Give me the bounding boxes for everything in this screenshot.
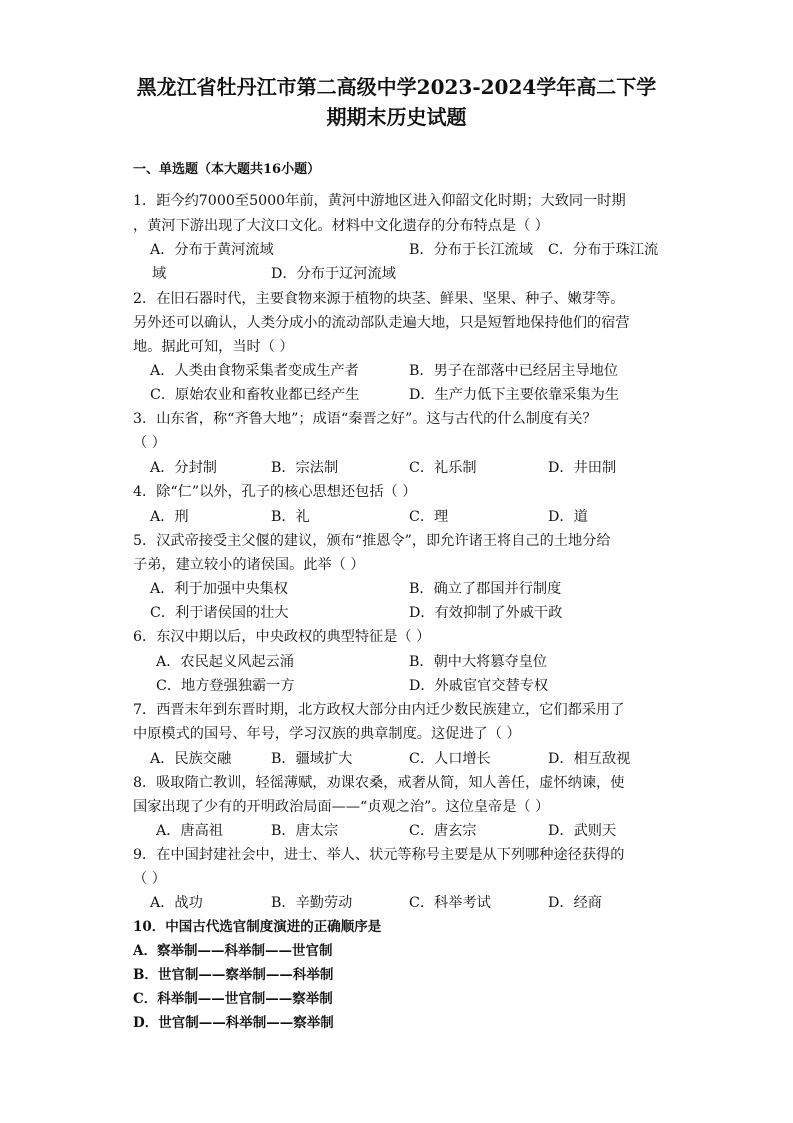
section-heading: 一、单选题（本大题共16小题） <box>133 162 321 177</box>
question-8-option-d: D．武则天 <box>548 823 617 839</box>
question-9-stem-line2: （ ） <box>133 871 166 887</box>
question-4-stem-line1: 4．除“仁”以外，孔子的核心思想还包括（ ） <box>133 484 417 500</box>
question-1-option-c-continued: 域 <box>152 266 167 282</box>
question-1-option-b: B．分布于长江流域 <box>409 242 533 258</box>
question-5-option-d: D．有效抑制了外戚干政 <box>409 605 563 621</box>
question-4-option-c: C．理 <box>409 509 449 525</box>
question-4-option-d: D．道 <box>548 509 588 525</box>
question-2-option-c: C．原始农业和畜牧业都已经产生 <box>150 387 360 403</box>
question-2-stem-line3: 地。据此可知，当时（ ） <box>133 339 294 355</box>
question-3-option-b: B．宗法制 <box>271 460 339 476</box>
exam-title-line1: 黑龙江省牡丹江市第二高级中学2023-2024学年高二下学 <box>136 75 657 99</box>
question-3-option-c: C．礼乐制 <box>409 460 477 476</box>
question-5-option-b: B．确立了郡国并行制度 <box>409 581 562 597</box>
question-3-option-a: A．分封制 <box>150 460 217 476</box>
question-1-stem-line2: ，黄河下游出现了大汶口文化。材料中文化遗存的分布特点是（ ） <box>133 218 549 234</box>
question-9-stem-line1: 9．在中国封建社会中，进士、举人、状元等称号主要是从下列哪种途径获得的 <box>133 847 625 863</box>
question-1-option-d: D．分布于辽河流域 <box>271 266 396 282</box>
question-9-option-d: D．经商 <box>548 895 602 911</box>
question-6-option-b: B．朝中大将篡夺皇位 <box>409 654 548 670</box>
exam-title-line2: 期期末历史试题 <box>326 105 467 129</box>
question-1-stem-line1: 1．距今约7000至5000年前，黄河中游地区进入仰韶文化时期；大致同一时期 <box>133 193 626 209</box>
question-8-stem-line2: 国家出现了少有的开明政治局面——“贞观之治”。这位皇帝是（ ） <box>133 799 550 815</box>
question-1-option-c: C．分布于珠江流 <box>548 242 659 258</box>
question-7-option-c: C．人口增长 <box>409 751 491 767</box>
question-8-option-c: C．唐玄宗 <box>409 823 477 839</box>
question-2-option-d: D．生产力低下主要依靠采集为生 <box>409 387 620 403</box>
exam-title <box>110 72 683 132</box>
question-3-stem-line1: 3．山东省，称“齐鲁大地”；成语“秦晋之好”。这与古代的什么制度有关？ <box>133 411 597 427</box>
question-7-option-a: A．民族交融 <box>150 751 232 767</box>
question-6-option-a: A．农民起义风起云涌 <box>156 654 294 670</box>
question-9-option-a: A．战功 <box>150 895 203 911</box>
question-9-option-c: C．科举考试 <box>409 895 491 911</box>
question-8-stem-line1: 8．吸取隋亡教训，轻徭薄赋，劝课农桑，戒奢从简，知人善任，虚怀纳谏，使 <box>133 775 625 791</box>
question-7-stem-line1: 7．西晋末年到东晋时期，北方政权大部分由内迁少数民族建立，它们都采用了 <box>133 702 625 718</box>
question-8-option-b: B．唐太宗 <box>271 823 339 839</box>
question-5-stem-line1: 5．汉武帝接受主父偃的建议，颁布“推恩令”，即允许诸王将自己的土地分给 <box>133 533 611 549</box>
question-10-option-d: D．世官制——科举制——察举制 <box>133 1015 334 1031</box>
question-10-option-b: B．世官制——察举制——科举制 <box>133 967 334 983</box>
question-5-option-a: A．利于加强中央集权 <box>150 581 288 597</box>
question-9-option-b: B．辛勤劳动 <box>271 895 353 911</box>
question-6-option-d: D．外戚宦官交替专权 <box>409 678 549 694</box>
question-2-option-a: A．人类由食物采集者变成生产者 <box>150 363 359 379</box>
question-6-stem-line1: 6．东汉中期以后，中央政权的典型特征是（ ） <box>133 629 431 645</box>
question-10-stem: 10．中国古代选官制度演进的正确顺序是 <box>133 919 382 935</box>
question-2-stem-line1: 2．在旧石器时代，主要食物来源于植物的块茎、鲜果、坚果、种子、嫩芽等。 <box>133 291 625 307</box>
question-10-option-a: A．察举制——科举制——世官制 <box>133 943 333 959</box>
question-7-option-d: D．相互敌视 <box>548 751 631 767</box>
question-10-option-c: C．科举制——世官制——察举制 <box>133 991 333 1007</box>
question-1-option-a: A．分布于黄河流域 <box>150 242 274 258</box>
question-2-stem-line2: 另外还可以确认，人类分成小的流动部队走遍大地，只是短暂地保持他们的宿营 <box>133 315 630 331</box>
question-8-option-a: A．唐高祖 <box>156 823 223 839</box>
question-7-stem-line2: 中原模式的国号、年号，学习汉族的典章制度。这促进了（ ） <box>133 726 521 742</box>
question-7-option-b: B．疆域扩大 <box>271 751 353 767</box>
question-4-option-b: B．礼 <box>271 509 310 525</box>
question-5-stem-line2: 子弟，建立较小的诸侯国。此举（ ） <box>133 557 365 573</box>
question-3-stem-line2: （ ） <box>133 435 166 451</box>
question-6-option-c: C．地方登强独霸一方 <box>156 678 295 694</box>
question-5-option-c: C．利于诸侯国的壮大 <box>150 605 289 621</box>
question-4-option-a: A．刑 <box>150 509 189 525</box>
question-2-option-b: B．男子在部落中已经居主导地位 <box>409 363 619 379</box>
question-3-option-d: D．井田制 <box>548 460 617 476</box>
